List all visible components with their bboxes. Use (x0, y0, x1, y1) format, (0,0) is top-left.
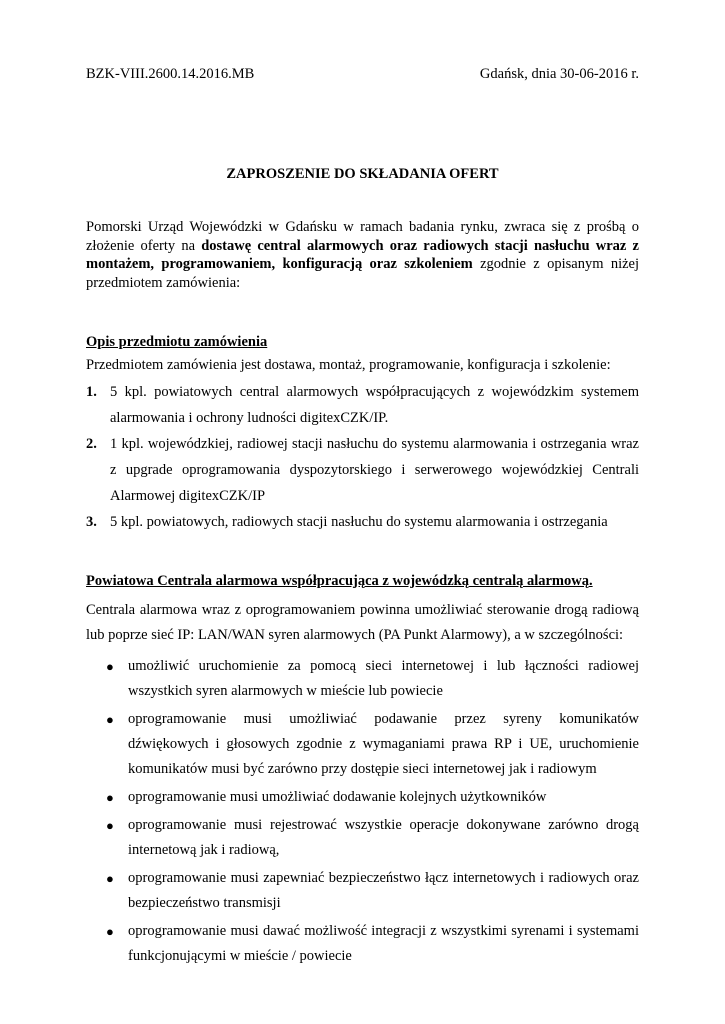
bullet-dot-icon: ● (106, 871, 114, 886)
document-header (86, 64, 639, 84)
bullet-dot-icon: ● (106, 712, 114, 727)
list-number: 3. (86, 514, 97, 530)
list-number: 1. (86, 384, 97, 400)
intro-bold-text: dostawę central alarmowych oraz radiowych stacji nasłuchu wraz z montażem, programowaniem, konfiguracją oraz szkoleniem (86, 237, 639, 272)
intro-text-2: zgodnie z opisanym niżej przedmiotem zamówienia: (86, 256, 639, 291)
bullet-item (86, 866, 639, 916)
intro-paragraph (86, 218, 639, 292)
bullet-text: oprogramowanie musi dawać możliwość integracji z wszystkimi syrenami i systemami funkcjonującymi w mieście / powiecie (128, 923, 639, 964)
bullet-dot-icon: ● (106, 818, 114, 833)
central-paragraph: Centrala alarmowa wraz z oprogramowaniem powinna umożliwiać sterowanie drogą radiową lub poprze sieć IP: LAN/WAN syren alarmowych (PA Punkt Alarmowy), a w szczególności: (86, 602, 639, 643)
bullet-item (86, 654, 639, 704)
document-title: ZAPROSZENIE DO SKŁADANIA OFERT (226, 166, 499, 182)
list-item-text: 1 kpl. wojewódzkiej, radiowej stacji nasłuchu do systemu alarmowania i ostrzegania wraz z upgrade oprogramowania dyspozytorskiego i serwerowego wojewódzkiej Centrali Alarmowej digitexCZK/IP (110, 436, 639, 504)
list-item (86, 431, 639, 509)
bullet-list (86, 654, 639, 972)
list-number: 2. (86, 436, 97, 452)
list-item-text: 5 kpl. powiatowych, radiowych stacji nasłuchu do systemu alarmowania i ostrzegania (110, 514, 608, 530)
list-item (86, 509, 639, 535)
section-heading-description: Opis przedmiotu zamówienia (86, 334, 268, 350)
subject-line: Przedmiotem zamówienia jest dostawa, montaż, programowanie, konfiguracja i szkolenie: (86, 357, 611, 373)
bullet-dot-icon: ● (106, 790, 114, 805)
bullet-text: oprogramowanie musi zapewniać bezpieczeństwo łącz internetowych i radiowych oraz bezpieczeństwo transmisji (128, 870, 639, 911)
bullet-text: oprogramowanie musi rejestrować wszystkie operacje dokonywane zarówno drogą internetową jak i radiową, (128, 817, 639, 858)
bullet-item (86, 919, 639, 969)
reference-number: BZK-VIII.2600.14.2016.MB (86, 66, 255, 82)
bullet-item (86, 707, 639, 782)
intro-text-1: Pomorski Urząd Wojewódzki w Gdańsku w ramach badania rynku, zwraca się z prośbą o złożenie oferty na (86, 219, 639, 254)
bullet-text: oprogramowanie musi umożliwiać dodawanie kolejnych użytkowników (128, 789, 547, 805)
list-item-text: 5 kpl. powiatowych central alarmowych współpracujących z wojewódzkim systemem alarmowania i ochrony ludności digitexCZK/IP. (110, 384, 639, 426)
bullet-text: umożliwić uruchomienie za pomocą sieci internetowej i lub łączności radiowej wszystkich syren alarmowych w mieście lub powiecie (128, 658, 639, 699)
list-item (86, 379, 639, 431)
bullet-item (86, 813, 639, 863)
place-date: Gdańsk, dnia 30-06-2016 r. (479, 66, 639, 82)
bullet-dot-icon: ● (106, 924, 114, 939)
bullet-item (86, 785, 639, 810)
bullet-dot-icon: ● (106, 659, 114, 674)
bullet-text: oprogramowanie musi umożliwiać podawanie przez syreny komunikatów dźwiękowych i głosowych zgodnie z wymaganiami prawa RP i UE, uruchomienie komunikatów musi być zarówno przy dostępie sieci internetowej jak i radiowym (128, 711, 639, 777)
section-heading-central: Powiatowa Centrala alarmowa współpracująca z wojewódzką centralą alarmową. (86, 573, 593, 589)
numbered-list (86, 379, 639, 535)
